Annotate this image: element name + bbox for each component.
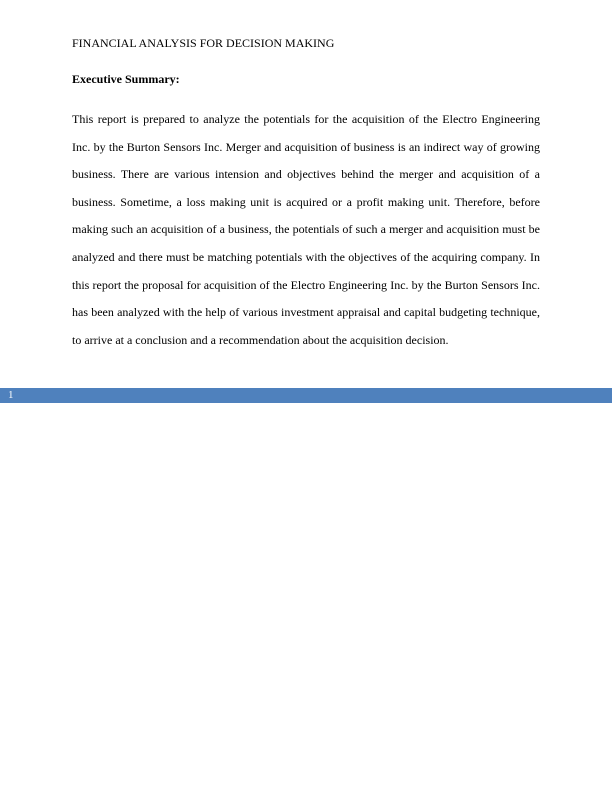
executive-summary-heading: Executive Summary: <box>72 72 180 86</box>
running-header-title: FINANCIAL ANALYSIS FOR DECISION MAKING <box>72 36 335 50</box>
executive-summary-paragraph: This report is prepared to analyze the potentials for the acquisition of the Electro Engineering Inc. by the Burton Sensors Inc. Merger and acquisition of business is an indirect way of growing business. There are various intension and objectives behind the merger and acquisition of a business. Sometime, a loss making unit is acquired or a profit making unit. Therefore, before making such an acquisition of a business, the potentials of such a merger and acquisition must be analyzed and there must be matching potentials with the objectives of the acquiring company. In this report the proposal for acquisition of the Electro Engineering Inc. by the Burton Sensors Inc. has been analyzed with the help of various investment appraisal and capital budgeting technique, to arrive at a conclusion and a recommendation about the acquisition decision. <box>72 112 540 347</box>
page-number: 1 <box>8 389 14 401</box>
page-footer-bar <box>0 388 612 403</box>
